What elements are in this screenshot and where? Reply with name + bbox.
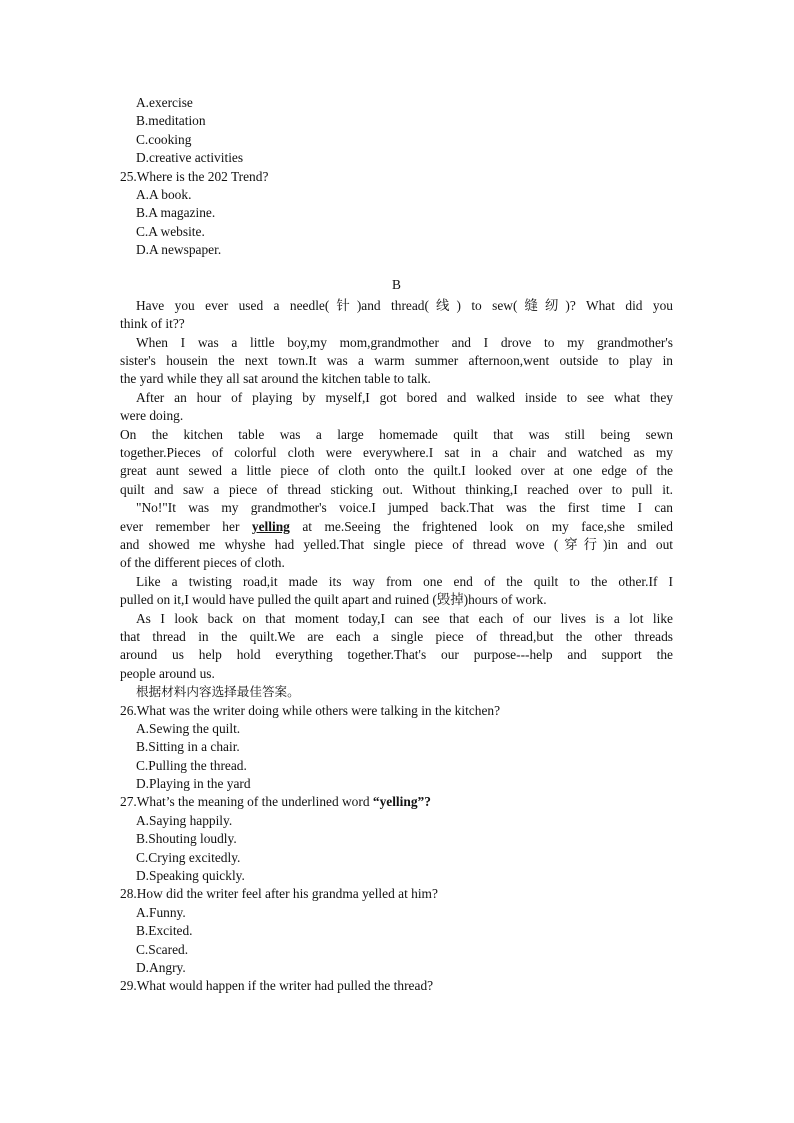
passage-line: sister's housein the next town.It was a warm summer afternoon,went outside to play in bbox=[120, 353, 673, 369]
question-24-options bbox=[120, 94, 673, 168]
passage-line: After an hour of playing by myself,I got bored and walked inside to see what they bbox=[136, 389, 673, 405]
option-b: B.Sitting in a chair. bbox=[136, 739, 240, 755]
section-label: B bbox=[392, 276, 401, 292]
option-c: C.Crying excitedly. bbox=[136, 849, 241, 865]
option-d: D.Angry. bbox=[136, 959, 186, 975]
underlined-word: yelling bbox=[251, 518, 290, 534]
worksheet-page bbox=[120, 94, 673, 996]
option-b: B.A magazine. bbox=[136, 205, 216, 221]
passage-line: great aunt sewed a little piece of cloth onto the quilt.I looked over at one edge of the bbox=[120, 463, 673, 479]
passage-line bbox=[120, 518, 673, 536]
passage-line: the yard while they all sat around the kitchen table to talk. bbox=[120, 371, 431, 387]
question-text: 26.What was the writer doing while others were talking in the kitchen? bbox=[120, 702, 501, 718]
option-b: B.Excited. bbox=[136, 923, 193, 939]
passage-line: pulled on it,I would have pulled the quilt apart and ruined (毁掉)hours of work. bbox=[120, 592, 547, 608]
question-28 bbox=[120, 885, 673, 977]
option-a: A.Saying happily. bbox=[136, 812, 233, 828]
question-text bbox=[120, 793, 673, 811]
text-span: ever remember her bbox=[120, 518, 252, 534]
question-26 bbox=[120, 702, 673, 794]
passage-line: Have you ever used a needle(针)and thread(线) to sew(缝纫)? What did you bbox=[136, 297, 673, 313]
passage-line: together.Pieces of colorful cloth were everywhere.I sat in a chair and watched as my bbox=[120, 445, 673, 461]
passage-line: As I look back on that moment today,I can see that each of our lives is a lot like bbox=[136, 610, 673, 626]
option-b: B.Shouting loudly. bbox=[136, 831, 237, 847]
option-c: C.Scared. bbox=[136, 941, 189, 957]
option-c: C.cooking bbox=[136, 131, 192, 147]
option-d: D.Playing in the yard bbox=[136, 776, 251, 792]
option-d: D.A newspaper. bbox=[136, 242, 222, 258]
question-text: 28.How did the writer feel after his grandma yelled at him? bbox=[120, 886, 438, 902]
option-b: B.meditation bbox=[136, 113, 206, 129]
option-c: C.Pulling the thread. bbox=[136, 757, 247, 773]
passage-line: Like a twisting road,it made its way from one end of the quilt to the other.If I bbox=[136, 573, 673, 589]
passage-line: that thread in the quilt.We are each a single piece of thread,but the other threads bbox=[120, 628, 673, 644]
passage-line: and showed me whyshe had yelled.That single piece of thread wove (穿行)in and out bbox=[120, 536, 673, 552]
option-a: A.A book. bbox=[136, 186, 192, 202]
option-d: D.creative activities bbox=[136, 150, 244, 166]
quoted-word: “yelling”? bbox=[372, 794, 431, 810]
passage-line: people around us. bbox=[120, 665, 215, 681]
instruction: 根据材料内容选择最佳答案。 bbox=[136, 684, 300, 700]
passage-line: "No!"It was my grandmother's voice.I jumped back.That was the first time I can bbox=[136, 500, 673, 516]
passage-line: When I was a little boy,my mom,grandmother and I drove to my grandmother's bbox=[136, 334, 673, 350]
text-span: at me.Seeing the frightened look on my face,she smiled bbox=[289, 518, 673, 534]
passage-line: quilt and saw a piece of thread sticking out. Without thinking,I reached over to pull it. bbox=[120, 481, 673, 497]
option-a: A.exercise bbox=[136, 95, 193, 110]
option-a: A.Sewing the quilt. bbox=[136, 720, 241, 736]
option-c: C.A website. bbox=[136, 223, 205, 239]
option-a: A.Funny. bbox=[136, 904, 186, 920]
passage-line: around us help hold everything together.That's our purpose---help and support the bbox=[120, 647, 673, 663]
question-text: 29.What would happen if the writer had pulled the thread? bbox=[120, 978, 434, 994]
passage-line: On the kitchen table was a large homemade quilt that was still being sewn bbox=[120, 426, 673, 442]
passage-line: were doing. bbox=[120, 408, 184, 424]
question-25 bbox=[120, 168, 673, 260]
question-29 bbox=[120, 977, 673, 995]
reading-passage bbox=[120, 297, 673, 683]
question-text: 25.Where is the 202 Trend? bbox=[120, 168, 269, 184]
option-d: D.Speaking quickly. bbox=[136, 868, 245, 884]
passage-line: think of it?? bbox=[120, 316, 185, 332]
text-span: 27.What’s the meaning of the underlined word bbox=[120, 794, 373, 810]
question-27 bbox=[120, 793, 673, 885]
passage-line: of the different pieces of cloth. bbox=[120, 555, 285, 571]
